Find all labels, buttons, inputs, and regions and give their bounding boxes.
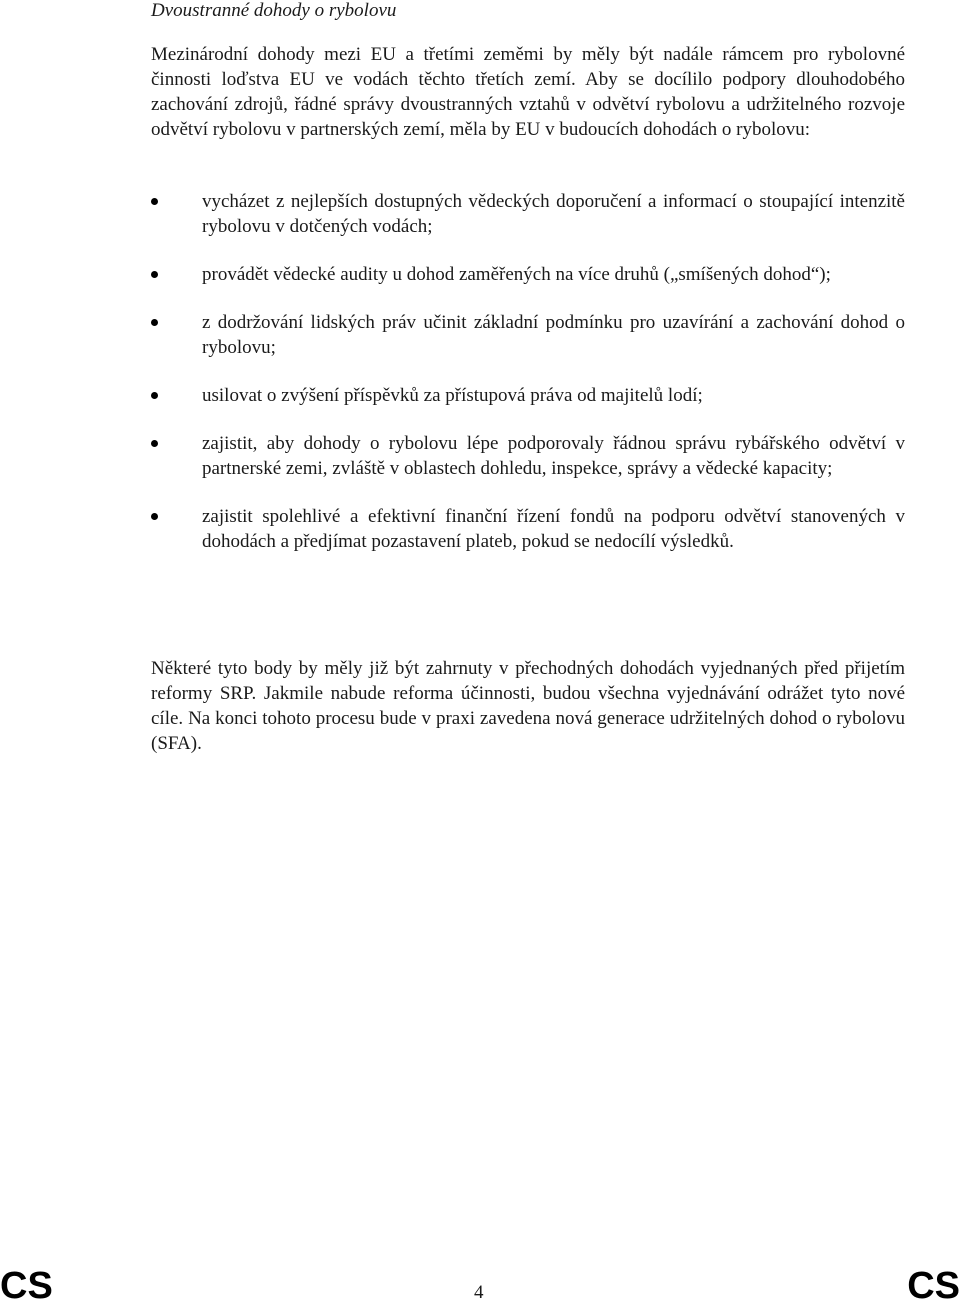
bullet-icon [151, 198, 158, 205]
bullet-icon [151, 513, 158, 520]
list-item-text: provádět vědecké audity u dohod zaměřených na více druhů („smíšených dohod“); [202, 264, 831, 285]
list-item-text: z dodržování lidských práv učinit základní podmínku pro uzavírání a zachování dohod o rybolovu; [202, 312, 905, 358]
intro-paragraph: Mezinárodní dohody mezi EU a třetími zeměmi by měly být nadále rámcem pro rybolovné činnosti loďstva EU ve vodách těchto třetích zemí. Aby se docílilo podpory dlouhodobého zachování zdrojů, řádné správy dvoustranných vztahů v odvětví rybolovu a udržitelného rozvoje odvětví rybolovu v partnerských zemí, měla by EU v budoucích dohodách o rybolovu: [151, 44, 905, 140]
closing-paragraph: Některé tyto body by měly již být zahrnuty v přechodných dohodách vyjednaných před přijetím reformy SRP. Jakmile nabude reforma účinnosti, budou všechna vyjednávání odrážet tyto nové cíle. Na konci tohoto procesu bude v praxi zavedena nová generace udržitelných dohod o rybolovu (SFA). [151, 658, 905, 754]
list-item [151, 383, 905, 408]
list-item-text: usilovat o zvýšení příspěvků za přístupová práva od majitelů lodí; [202, 385, 703, 406]
list-item [151, 431, 905, 481]
footer-language-code-right: CS [907, 1265, 960, 1307]
list-item [151, 504, 905, 554]
bullet-list [151, 189, 905, 554]
section-heading: Dvoustranné dohody o rybolovu [151, 0, 397, 21]
list-item-text: zajistit, aby dohody o rybolovu lépe podporovaly řádnou správu rybářského odvětví v partnerské zemi, zvláště v oblastech dohledu, inspekce, správy a vědecké kapacity; [202, 433, 905, 479]
list-item [151, 310, 905, 360]
list-item [151, 189, 905, 239]
page-number: 4 [474, 1282, 484, 1303]
bullet-icon [151, 319, 158, 326]
bullet-icon [151, 392, 158, 399]
bullet-icon [151, 271, 158, 278]
bullet-icon [151, 440, 158, 447]
list-item [151, 262, 905, 287]
list-item-text: vycházet z nejlepších dostupných vědeckých doporučení a informací o stoupající intenzitě rybolovu v dotčených vodách; [202, 191, 905, 237]
footer-language-code-left: CS [0, 1265, 53, 1307]
list-item-text: zajistit spolehlivé a efektivní finanční řízení fondů na podporu odvětví stanovených v dohodách a předjímat pozastavení plateb, pokud se nedocílí výsledků. [202, 506, 905, 552]
